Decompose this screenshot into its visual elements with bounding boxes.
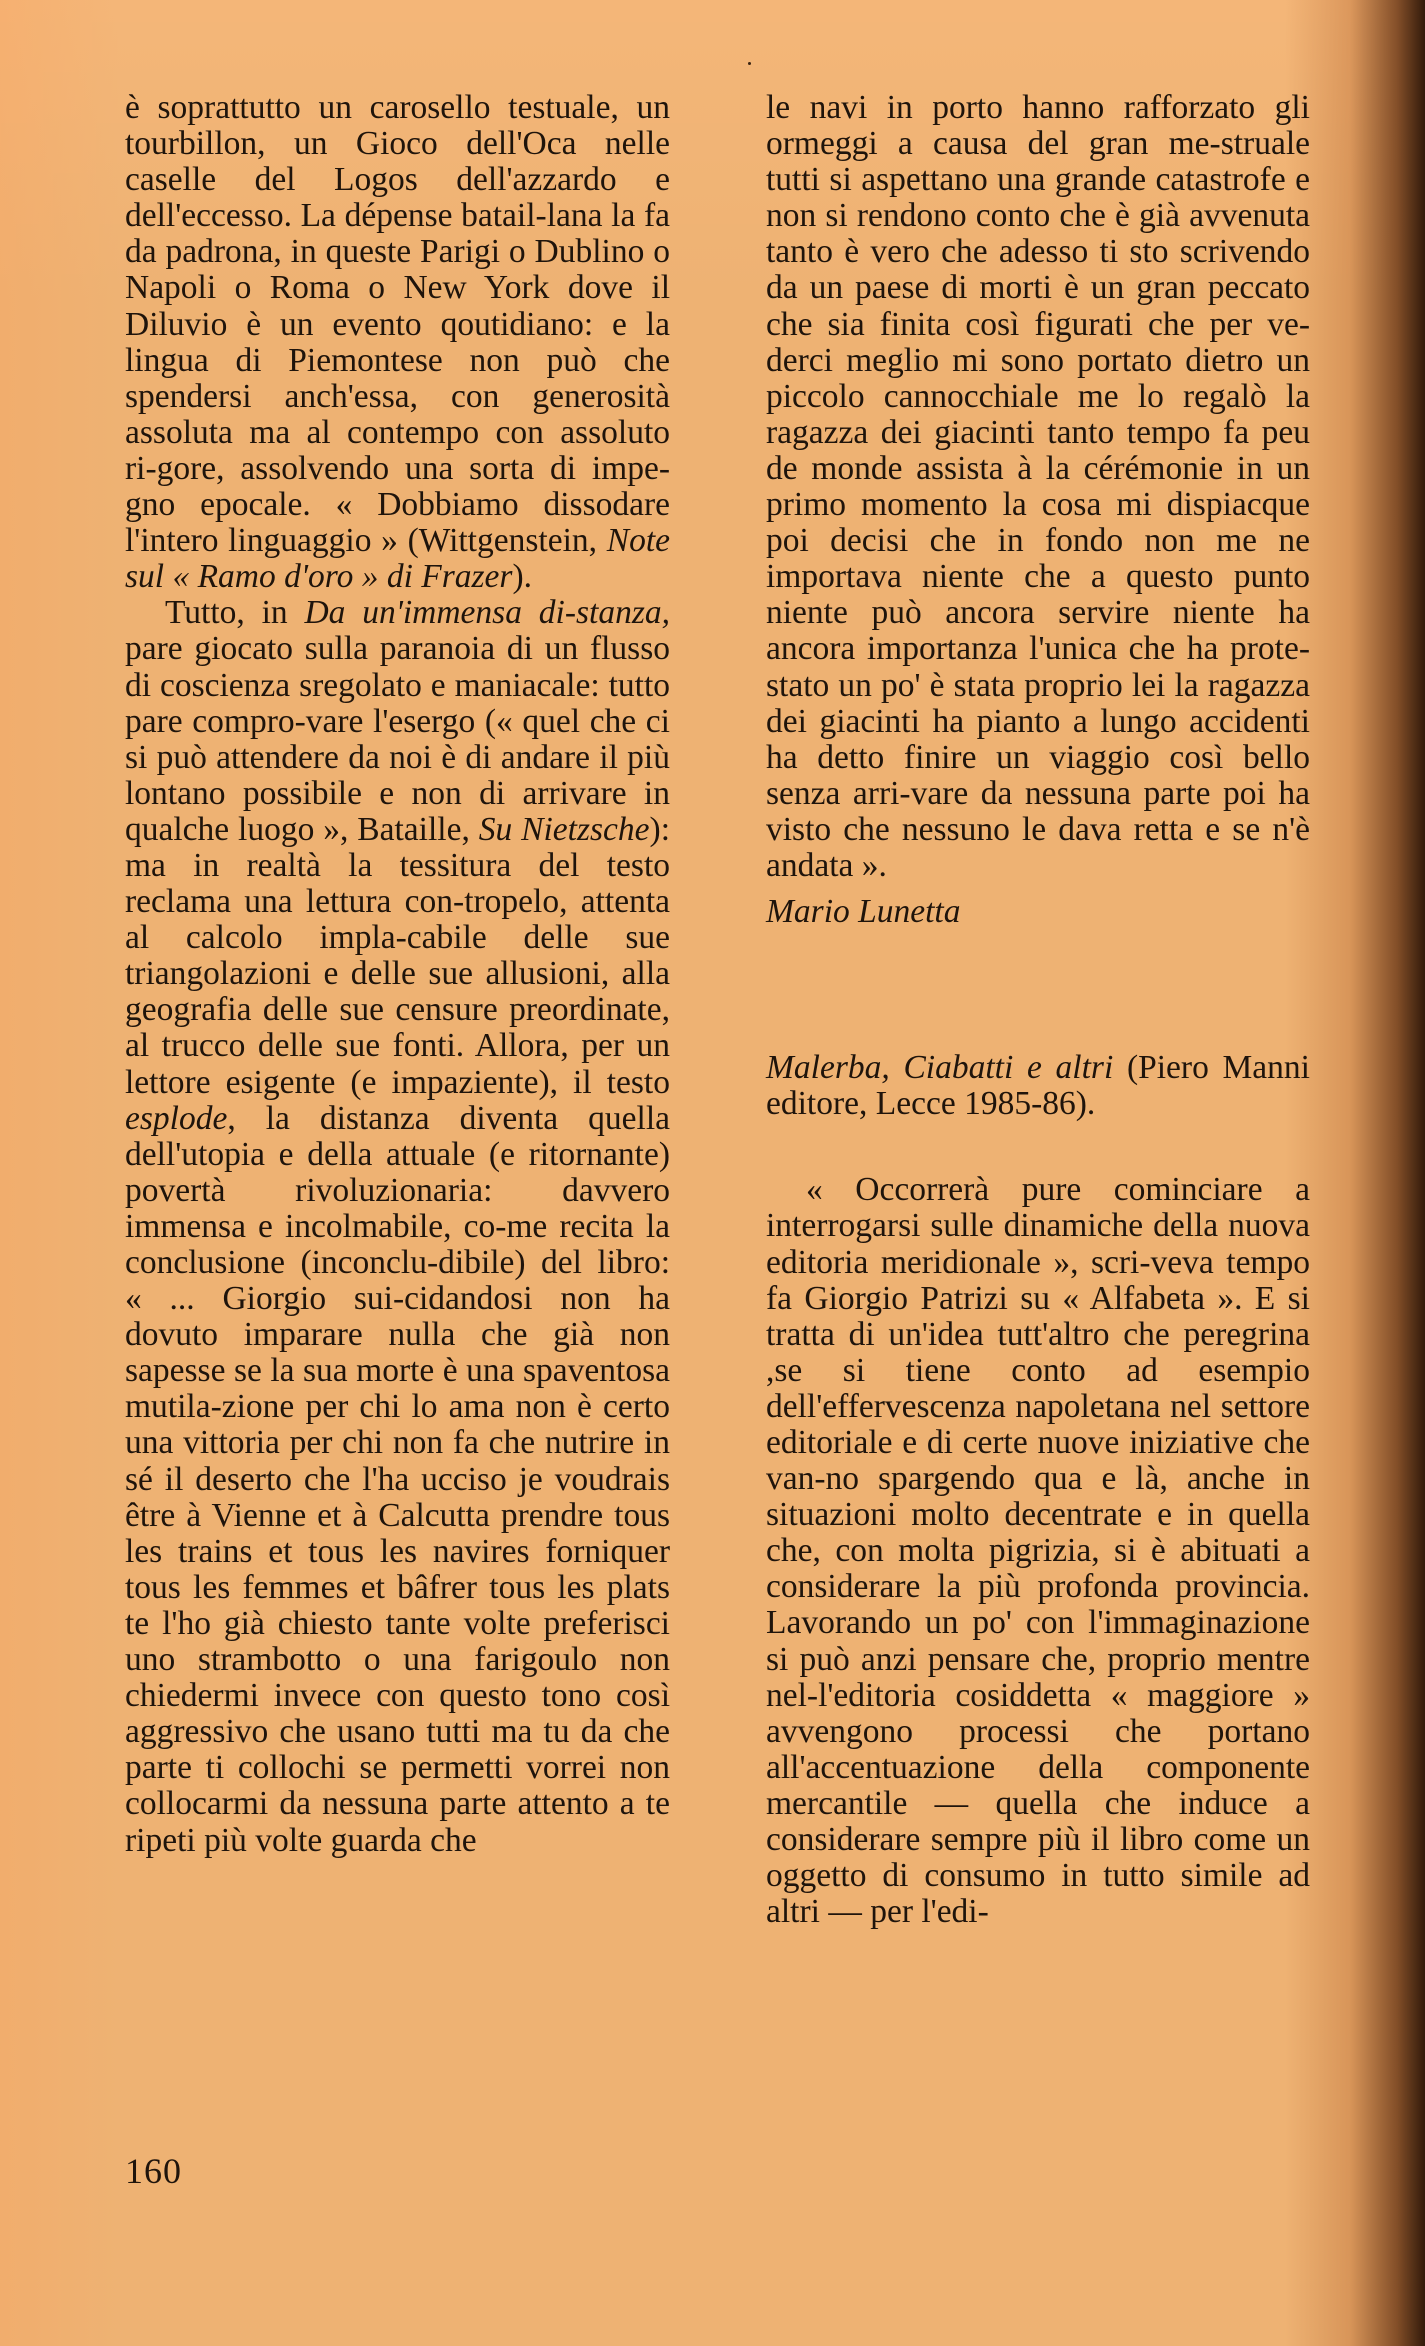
- left-paragraph-1: [125, 90, 670, 595]
- page-number: 160: [125, 2151, 182, 2191]
- left-para2-title: Da un'immensa di-stanza,: [304, 594, 670, 632]
- left-para2-b: pare giocato sulla paranoia di un flusso di coscienza sregolato e maniacale: tutto pare compro-vare l'esergo (« quel che ci si può attendere da noi è di andare il più lontano possibile e non di arrivare in qualche luogo », Bataille,: [125, 630, 670, 848]
- review-heading: [766, 1050, 1310, 1122]
- left-para2-a: Tutto, in: [165, 594, 288, 632]
- review-publisher: (Piero Manni editore, Lecce 1985-86).: [766, 1049, 1310, 1123]
- left-para2-emphasis: esplode: [125, 1099, 228, 1137]
- left-para2-d: , la distanza diventa quella dell'utopia e della attuale (e ritornante) povertà rivoluzionaria: davvero immensa e incolmabile, co-me recita la conclusione (inconclu-dibile) del libro: « ... Giorgio sui-cidandosi non ha dovuto imparare nulla che già non sapesse se la sua morte è una spaventosa mutila-zione per chi lo ama non è certo una vittoria per chi non fa che nutrire in sé il deserto che l'ha ucciso je voudrais être à Vienne et à Calcutta prendre tous les trains et tous les navires forniquer tous les femmes et bâfrer tous les plats te l'ho già chiesto tante volte preferisci uno strambotto o una farigoulo non chiedermi invece con questo tono così aggressivo che usano tutti ma tu da che parte ti collochi se permetti vorrei non collocarmi da nessuna parte attento a te ripeti più volte guarda che: [125, 1099, 670, 1859]
- left-para1-end: ).: [512, 558, 532, 596]
- review-title: Malerba, Ciabatti e altri: [766, 1049, 1114, 1087]
- paper-speck: [748, 62, 751, 65]
- author-signature: Mario Lunetta: [766, 893, 961, 931]
- left-para1-text: è soprattutto un carosello testuale, un tourbillon, un Gioco dell'Oca nelle caselle del Logos dell'azzardo e dell'eccesso. La dépense batail-lana la fa da padrona, in queste Parigi o Dublino o Napoli o Roma o New York dove il Diluvio è un evento qoutidiano: e la lingua di Piemontese non può che spendersi anch'essa, con generosità assoluta ma al contempo con assoluto ri-gore, assolvendo una sorta di impe-gno epocale. « Dobbiamo dissodare l'intero linguaggio » (Wittgenstein,: [125, 89, 670, 560]
- left-para2-citation: Su Nietzsche: [478, 810, 650, 848]
- right-column: [766, 90, 1310, 1930]
- left-column: [125, 90, 670, 1859]
- left-para2-c: ): ma in realtà la tessitura del testo reclama una lettura con-tropelo, attenta al calcolo impla-cabile delle sue triangolazioni e delle sue allusioni, alla geografia delle sue censure preordinate, al trucco delle sue fonti. Allora, per un lettore esigente (e impaziente), il testo: [125, 810, 671, 1101]
- review-paragraph: « Occorrerà pure cominciare a interrogarsi sulle dinamiche della nuova editoria meridionale », scri-veva tempo fa Giorgio Patrizi su « Alfabeta ». E si tratta di un'idea tutt'altro che peregrina ,se si tiene conto ad esempio dell'effervescenza napoletana nel settore editoriale e di certe nuove iniziative che van-no spargendo qua e là, anche in situazioni molto decentrate e in quella che, con molta pigrizia, si è abituati a considerare la più profonda provincia. Lavorando un po' con l'immaginazione si può anzi pensare che, proprio mentre nel-l'editoria cosiddetta « maggiore » avvengono processi che portano all'accentuazione della componente mercantile — quella che induce a considerare sempre più il libro come un oggetto di consumo in tutto simile ad altri — per l'edi-: [766, 1171, 1310, 1931]
- right-paragraph-1: le navi in porto hanno rafforzato gli ormeggi a causa del gran me-struale tutti si aspettano una grande catastrofe e non si rendono conto che è già avvenuta tanto è vero che adesso ti sto scrivendo da un paese di morti è un gran peccato che sia finita così figurati che per ve-derci meglio mi sono portato dietro un piccolo cannocchiale me lo regalò la ragazza dei giacinti tanto tempo fa peu de monde assista à la cérémonie in un primo momento la cosa mi dispiacque poi decisi che in fondo non me ne importava niente che a questo punto niente può ancora servire niente ha ancora importanza l'unica che ha prote-stato un po' è stata proprio lei la ragazza dei giacinti ha pianto a lungo accidenti ha detto finire un viaggio così bello senza arri-vare da nessuna parte poi ha visto che nessuno le dava retta e se n'è andata ».: [766, 89, 1310, 884]
- left-paragraph-2: [125, 595, 670, 1858]
- left-para1-citation: Note sul « Ramo d'oro » di Frazer: [125, 522, 670, 596]
